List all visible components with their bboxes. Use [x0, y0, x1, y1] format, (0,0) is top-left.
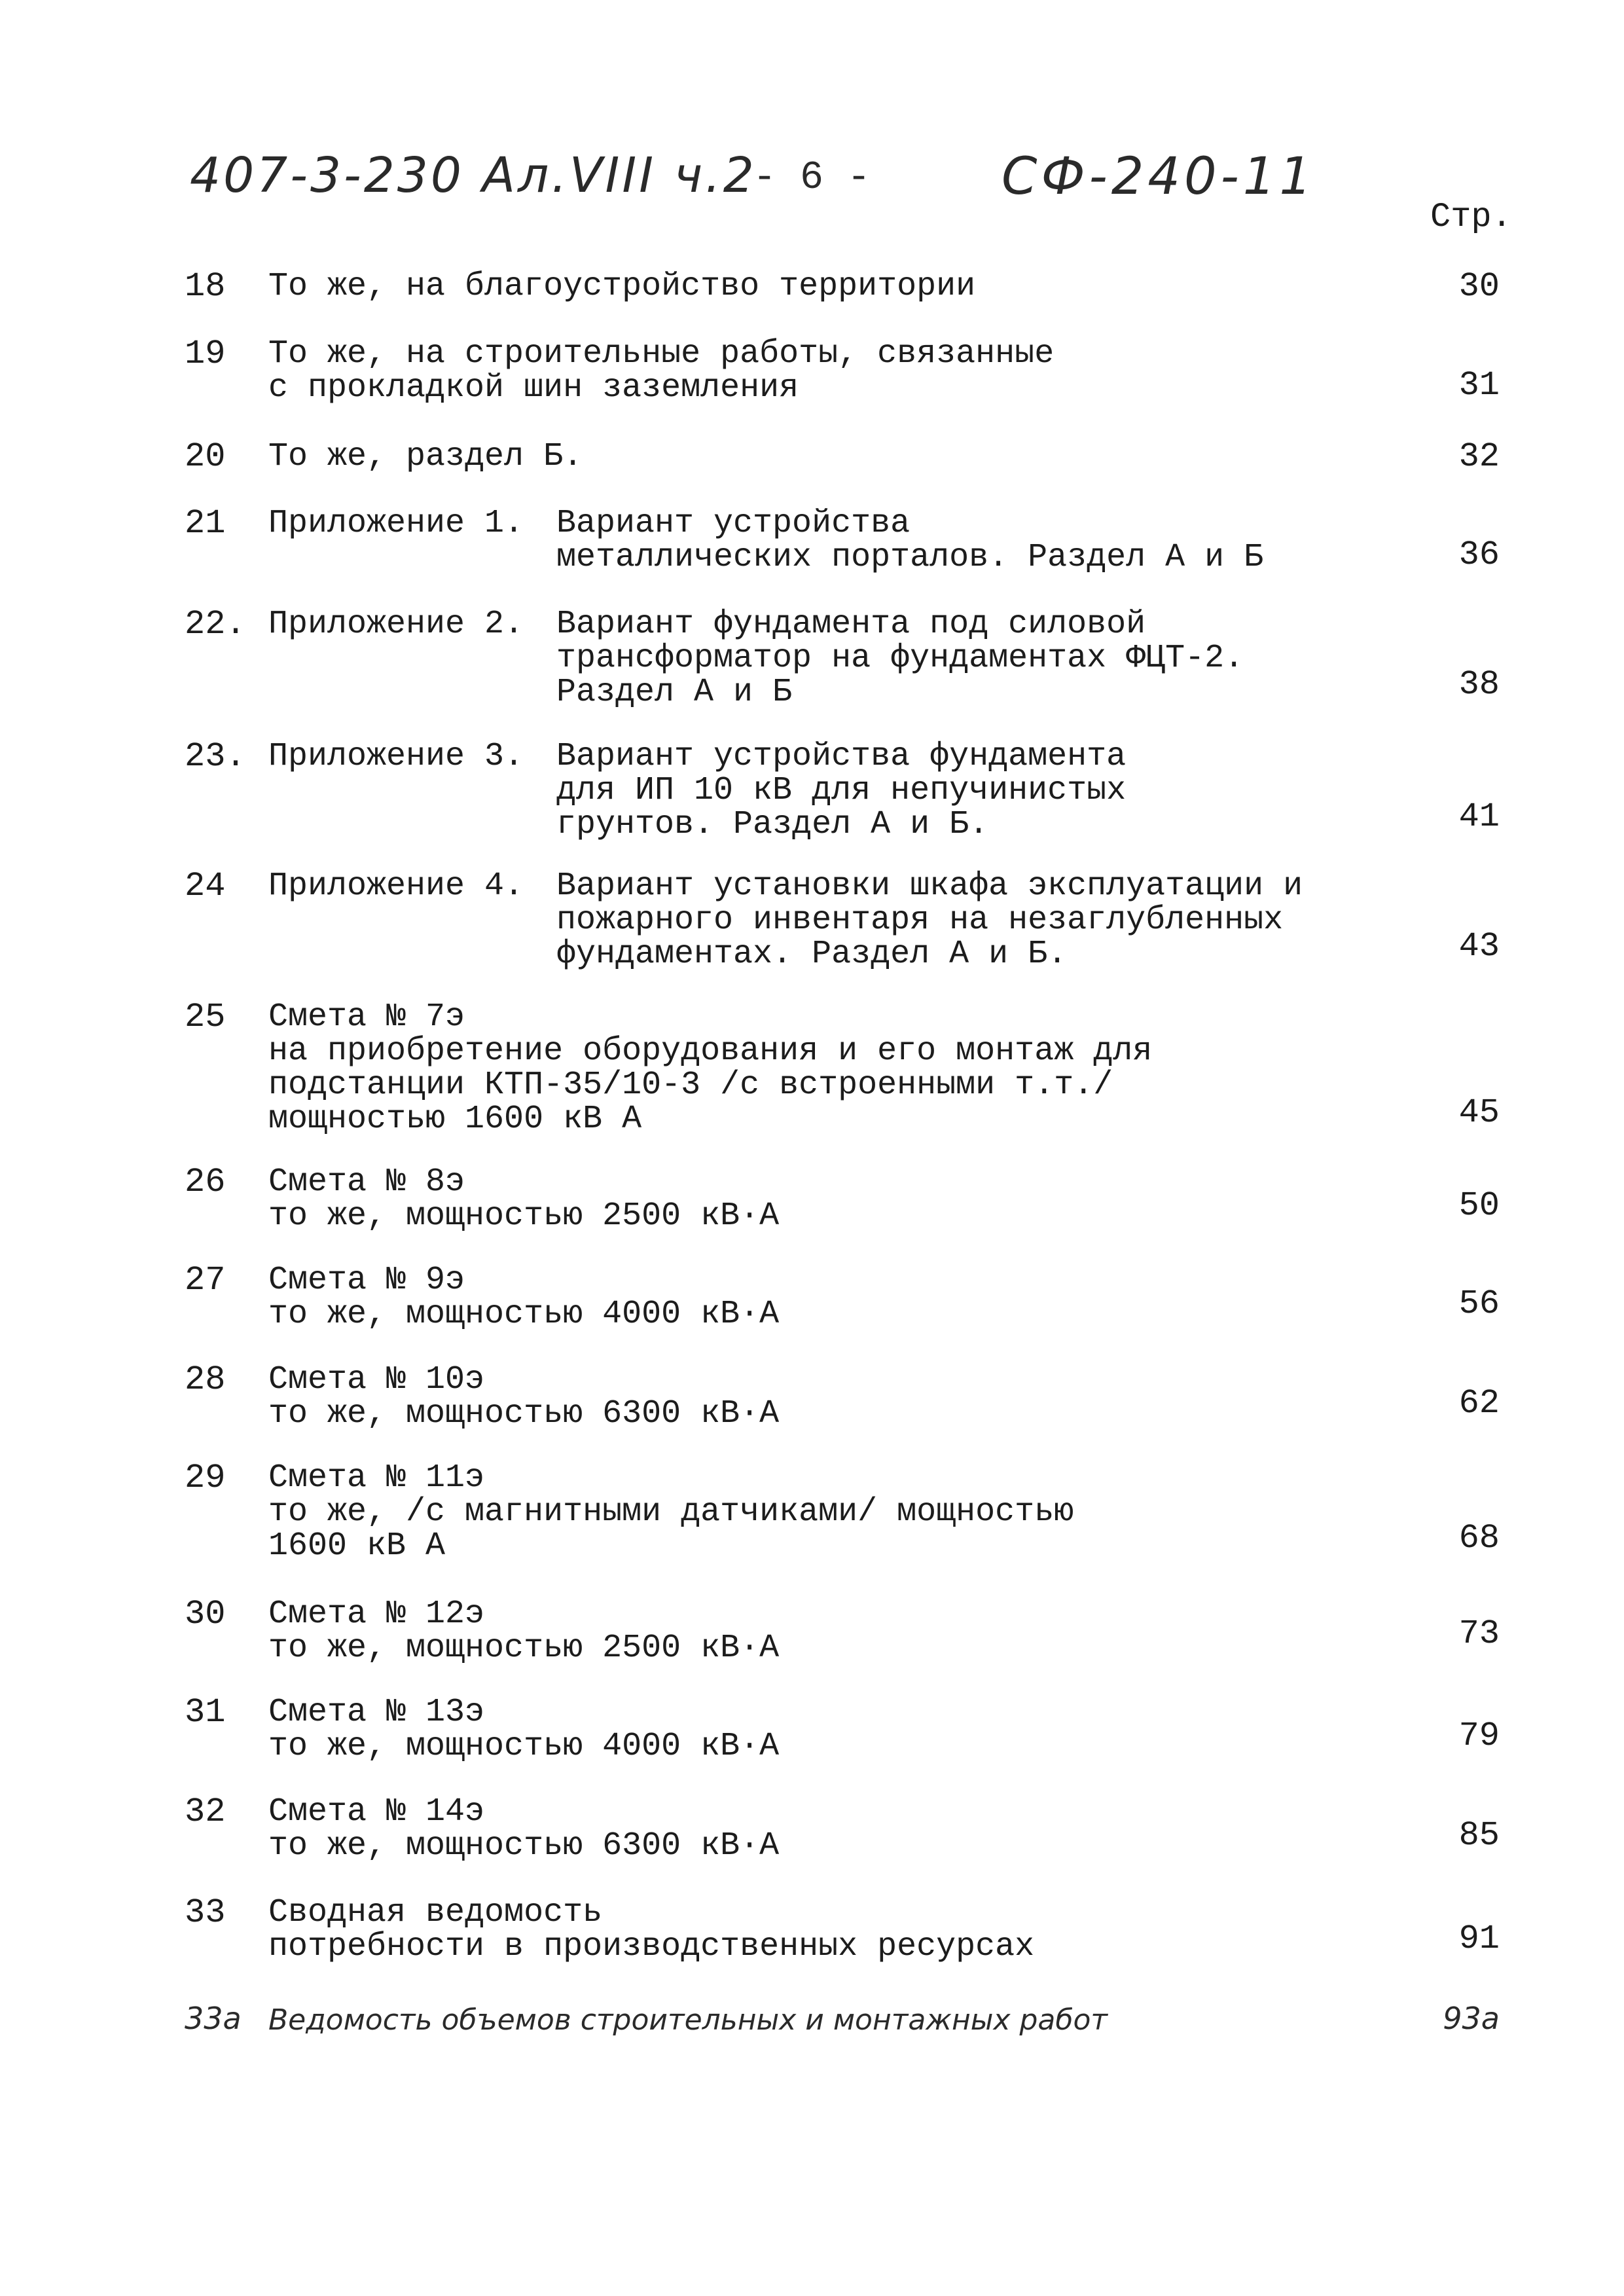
entry-number: 22.	[185, 605, 246, 644]
entry-page: 36	[1458, 536, 1500, 574]
entry-title	[556, 869, 1303, 972]
entry-title	[556, 740, 1126, 842]
appendix-label: Приложение 3.	[268, 738, 524, 775]
entry-number: 21	[185, 504, 226, 543]
entry-line: то же, мощностью 6300 кВ·А	[268, 1395, 780, 1432]
entry-line: 1600 кВ А	[268, 1527, 446, 1565]
entry-number: 27	[185, 1261, 226, 1300]
entry-number: 24	[185, 867, 226, 905]
page-number: - 6 -	[753, 156, 871, 200]
entry-line: пожарного инвентаря на незаглубленных	[556, 902, 1284, 939]
entry-line: трансформатор на фундаментах ФЦТ-2.	[556, 640, 1244, 677]
entry-number: 20	[185, 437, 226, 476]
toc-entry	[0, 867, 1624, 973]
entry-line: для ИП 10 кВ для непучинистых	[556, 772, 1127, 809]
entry-line: Вариант устройства	[556, 505, 911, 542]
entry-title	[268, 1896, 1034, 1964]
entry-line: то же, мощностью 2500 кВ·А	[268, 1630, 780, 1667]
entry-line: фундаментах. Раздел А и Б.	[556, 936, 1068, 973]
entry-page: 85	[1458, 1816, 1500, 1855]
entry-number: 33а	[185, 2001, 242, 2036]
entry-title	[268, 337, 1054, 405]
entry-number: 28	[185, 1360, 226, 1399]
entry-page: 32	[1458, 437, 1500, 476]
entry-title	[268, 1264, 779, 1332]
toc-entry	[0, 1459, 1624, 1565]
toc-entry	[0, 1893, 1624, 1965]
entry-page: 30	[1458, 267, 1500, 306]
entry-title	[268, 1696, 779, 1764]
entry-title	[556, 507, 1263, 575]
entry-line: Смета № 14э	[268, 1793, 485, 1831]
entry-page: 31	[1458, 366, 1500, 405]
entry-line: Смета № 10э	[268, 1361, 485, 1398]
entry-page: 79	[1458, 1717, 1500, 1755]
entry-line: то же, мощностью 4000 кВ·А	[268, 1296, 780, 1333]
toc-entry	[0, 437, 1624, 476]
entry-title	[268, 1597, 779, 1666]
entry-title	[268, 1795, 779, 1863]
entry-line: Смета № 9э	[268, 1262, 465, 1299]
entry-line: Смета № 11э	[268, 1459, 485, 1497]
entry-page: 45	[1458, 1093, 1500, 1132]
entry-line: Смета № 12э	[268, 1595, 485, 1633]
entry-number: 19	[185, 335, 226, 373]
entry-page: 73	[1458, 1614, 1500, 1653]
entry-line: Вариант устройства фундамента	[556, 738, 1127, 775]
entry-line: на приобретение оборудования и его монтаж для	[268, 1032, 1153, 1070]
entry-line: Смета № 8э	[268, 1163, 465, 1201]
appendix-label: Приложение 4.	[268, 867, 524, 905]
sheet-code: СФ-240-11	[1001, 147, 1316, 206]
entry-title: То же, раздел Б.	[268, 438, 583, 475]
entry-page: 43	[1458, 927, 1500, 966]
toc-entry	[0, 1163, 1624, 1235]
entry-number: 18	[185, 267, 226, 306]
appendix-label: Приложение 2.	[268, 606, 524, 643]
entry-line: Сводная ведомость	[268, 1894, 603, 1931]
entry-number: 26	[185, 1163, 226, 1201]
entry-line: то же, /с магнитными датчиками/ мощностью	[268, 1493, 1074, 1531]
entry-number: 32	[185, 1793, 226, 1831]
entry-line: Вариант фундамента под силовой	[556, 606, 1146, 643]
entry-line: то же, мощностью 6300 кВ·А	[268, 1827, 780, 1865]
entry-title: Ведомость объемов строительных и монтажных работ	[268, 2003, 1108, 2037]
entry-line: то же, мощностью 4000 кВ·А	[268, 1728, 780, 1765]
entry-number: 33	[185, 1893, 226, 1932]
toc-entry	[0, 1793, 1624, 1865]
entry-line: Смета № 7э	[268, 998, 465, 1036]
entry-title	[268, 1165, 779, 1233]
entry-title: То же, на благоустройство территории	[268, 268, 976, 305]
entry-title	[268, 1363, 779, 1431]
entry-number: 25	[185, 998, 226, 1036]
entry-page: 62	[1458, 1384, 1500, 1423]
entry-page: 41	[1458, 797, 1500, 836]
entry-page: 93а	[1443, 2001, 1500, 2036]
entry-title	[556, 608, 1244, 710]
entry-number: 31	[185, 1693, 226, 1732]
entry-title	[268, 1461, 1074, 1563]
entry-line: Смета № 13э	[268, 1694, 485, 1731]
entry-line: То же, на строительные работы, связанные	[268, 335, 1055, 373]
entry-line: Вариант установки шкафа эксплуатации и	[556, 867, 1303, 905]
entry-line: мощностью 1600 кВ А	[268, 1101, 642, 1138]
entry-line: металлических порталов. Раздел А и Б	[556, 539, 1264, 576]
entry-page: 56	[1458, 1285, 1500, 1323]
entry-number: 23.	[185, 737, 246, 776]
entry-line: с прокладкой шин заземления	[268, 369, 799, 407]
entry-line: потребности в производственных ресурсах	[268, 1928, 1035, 1965]
toc-entry	[0, 335, 1624, 407]
entry-page: 38	[1458, 665, 1500, 704]
document-code: 407-3-230 Ал.VIII ч.2	[190, 147, 757, 204]
entry-line: подстанции КТП-35/10-3 /с встроенными т.т./	[268, 1066, 1113, 1104]
entry-title	[268, 1000, 1152, 1137]
entry-page: 68	[1458, 1519, 1500, 1558]
entry-number: 29	[185, 1459, 226, 1497]
entry-page: 50	[1458, 1186, 1500, 1225]
toc-entry	[0, 1360, 1624, 1432]
entry-page: 91	[1458, 1920, 1500, 1958]
toc-entry-handwritten	[0, 2001, 1624, 2037]
entry-line: Раздел А и Б	[556, 674, 793, 711]
appendix-label: Приложение 1.	[268, 505, 524, 542]
page-column-header: Стр.	[1430, 198, 1512, 236]
toc-entry	[0, 1595, 1624, 1667]
toc-entry	[0, 998, 1624, 1138]
entry-line: то же, мощностью 2500 кВ·А	[268, 1197, 780, 1235]
entry-number: 30	[185, 1595, 226, 1633]
entry-line: грунтов. Раздел А и Б.	[556, 806, 989, 843]
